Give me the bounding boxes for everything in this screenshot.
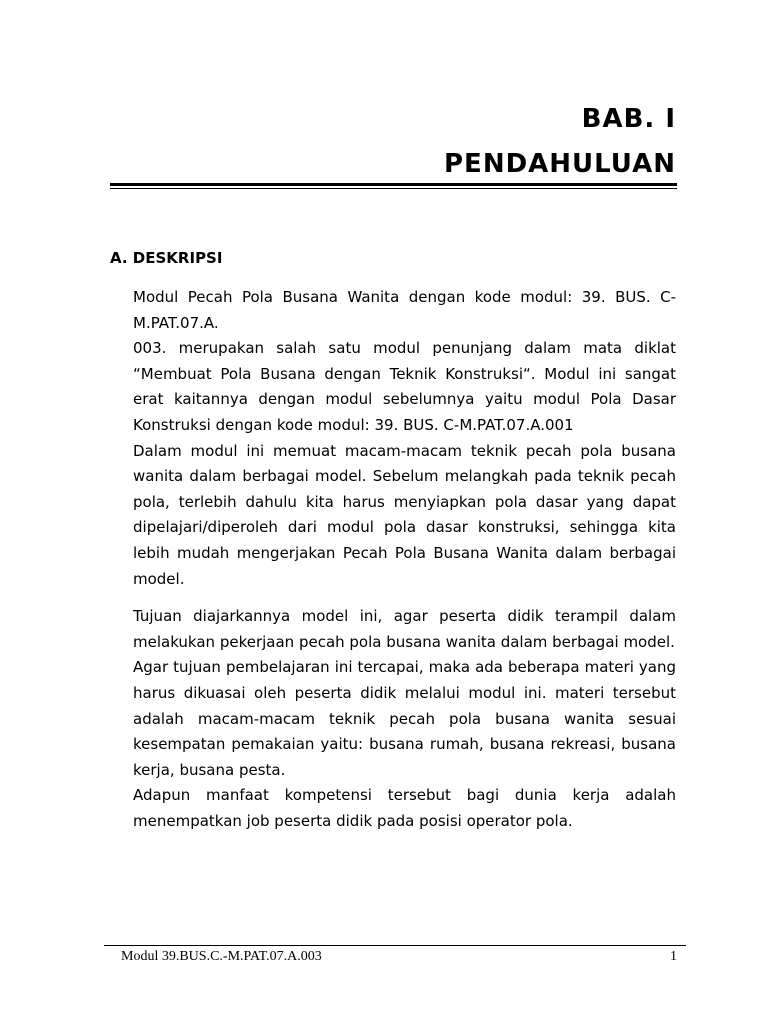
paragraph-benefit: Adapun manfaat kompetensi tersebut bagi dunia kerja adalah menempatkan job peserta didik pada posisi operator pola.: [133, 786, 676, 830]
section-heading: A. DESKRIPSI: [110, 249, 223, 267]
paragraph-gap: [133, 592, 676, 604]
paragraph-objective: Tujuan diajarkannya model ini, agar peserta didik terampil dalam melakukan pekerjaan pecah pola busana wanita dalam berbagai model.: [133, 607, 676, 651]
footer-module-code: Modul 39.BUS.C.-M.PAT.07.A.003: [121, 949, 322, 964]
paragraph-module-content: Dalam modul ini memuat macam-macam teknik pecah pola busana wanita dalam berbagai model. Sebelum melangkah pada teknik pecah pola, terlebih dahulu kita harus menyiapkan pola dasar yang dapat dipelajari/diperoleh dari modul pola dasar konstruksi, sehingga kita lebih mudah mengerjakan Pecah Pola Busana Wanita dalam berbagai model.: [133, 441, 676, 588]
footer-rule: [104, 945, 686, 946]
section-body: [133, 285, 676, 834]
paragraph-materials: Agar tujuan pembelajaran ini tercapai, maka ada beberapa materi yang harus dikuasai oleh peserta didik melalui modul ini. materi tersebut adalah macam-macam teknik pecah pola busana wanita sesuai kesempatan pemakaian yaitu: busana rumah, busana rekreasi, busana kerja, busana pesta.: [133, 658, 676, 779]
title-rule-thin: [110, 188, 677, 189]
paragraph-intro: Modul Pecah Pola Busana Wanita dengan kode modul: 39. BUS. C-M.PAT.07.A.: [133, 288, 676, 332]
footer-page-number: 1: [670, 949, 677, 964]
title-rule-thick: [110, 183, 677, 186]
paragraph-module-relation: 003. merupakan salah satu modul penunjang dalam mata diklat “Membuat Pola Busana dengan Teknik Konstruksi“. Modul ini sangat erat kaitannya dengan modul sebelumnya yaitu modul Pola Dasar Konstruksi dengan kode modul: 39. BUS. C-M.PAT.07.A.001: [133, 339, 676, 434]
chapter-title: PENDAHULUAN: [444, 149, 676, 179]
title-double-rule: [110, 183, 677, 190]
chapter-number: BAB. I: [581, 104, 676, 134]
